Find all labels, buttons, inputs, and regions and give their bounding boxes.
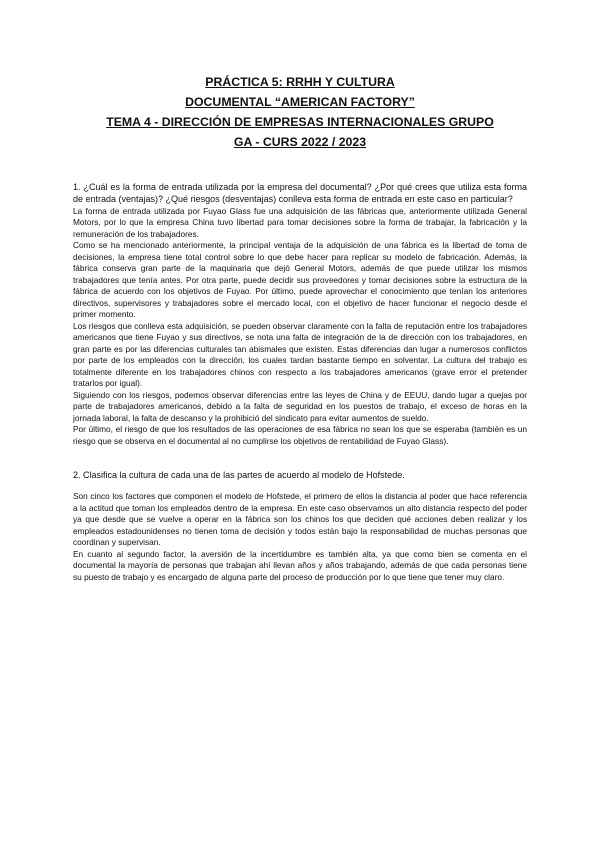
spacer xyxy=(73,481,527,491)
title-line-4: GA - CURS 2022 / 2023 xyxy=(233,135,367,149)
answer-1-paragraph: Como se ha mencionado anteriormente, la principal ventaja de la adquisición de una fábrica es la libertad de toma de decisiones, la empresa tiene total control sobre lo que debe hacer para replicar su modelo de fabricación. Además, la fábrica conserva gran parte de la maquinaria que dejó General Motors, además de que puede utilizar los mismos trabajadores que tenía antes. Por otra parte, puede decidir sus proveedores y tomar decisiones sobre la estructura de la fábrica de acuerdo con los objetivos de Fuyao. Por último, puede aprovechar el conocimiento que tenían los anteriores directivos, supervisores y trabajadores sobre el mercado local, con el objetivo de hacer funcionar el negocio desde el primer momento. xyxy=(73,240,527,320)
question-2: 2. Clasifica la cultura de cada una de las partes de acuerdo al modelo de Hofstede. xyxy=(73,470,405,481)
answer-2-paragraph: Son cinco los factores que componen el modelo de Hofstede, el primero de ellos la distancia al poder que hace referencia a la actitud que toman los empleados dentro de la empresa. En este caso observamos un alto distancia respecto del poder ya que desde que se vuelve a operar en la fábrica son los chinos los que deciden qué acciones deben realizar y los empleados estadounidenses no tienen toma de decisión y todos están bajo la responsabilidad de muchas personas que coordinan y supervisan. xyxy=(73,491,527,548)
answer-1-paragraph: Por último, el riesgo de que los resultados de las operaciones de esa fábrica no sean los que se esperaba (también es un riesgo que se observa en el documental al no cumplirse los objetivos de rentabilidad de Fuyao Glass). xyxy=(73,424,527,446)
spacer xyxy=(73,447,527,469)
answer-1-paragraph: Siguiendo con los riesgos, podemos observar diferencias entre las leyes de China y de EEUU, dando lugar a quejas por parte de trabajadores americanos, debido a la falta de seguridad en los puestos de trabajo, el exceso de horas en la jornada laboral, la falta de descanso y la prohibició del sindicato para evitar aumentos de sueldo. xyxy=(73,389,527,423)
document-title xyxy=(73,72,527,152)
answer-1-paragraph: Los riesgos que conlleva esta adquisición, se pueden observar claramente con la falta de reputación entre los trabajadores americanos que tiene Fuyao y sus directivos, se nota una falta de integración de la de dirección con los trabajadores, en gran parte es por las diferencias culturales tan abismales que existen. Estas diferencias dan lugar a numerosos conflictos por parte de los empleados con la dirección, los cuales tardan bastante tiempo en solventar. La cultura del trabajo es totalmente diferente en los trabajadores chinos con respecto a los trabajadores americanos (grave error el pretender tratarlos por igual). xyxy=(73,320,527,389)
title-line-1: PRÁCTICA 5: RRHH Y CULTURA xyxy=(205,75,395,89)
title-line-3: TEMA 4 - DIRECCIÓN DE EMPRESAS INTERNACIONALES GRUPO xyxy=(106,115,494,129)
answer-2-paragraph: En cuanto al segundo factor, la aversión de la incertidumbre es también alta, ya que como bien se comenta en el documental la mayoría de personas que trabajan ahí llevan años y años trabajando, además de que cada personas tiene su puesto de trabajo y es encargado de alguna parte del proceso de producción por lo que tiene que tener muy claro. xyxy=(73,548,527,582)
answer-1-paragraph: La forma de entrada utilizada por Fuyao Glass fue una adquisición de las fábricas que, anteriormente utilizada General Motors, por lo que la empresa China tuvo libertad para tomar decisiones sobre la forma de trabajar, la fabricación y la remuneración de los trabajadores. xyxy=(73,205,527,239)
title-line-2: DOCUMENTAL “AMERICAN FACTORY” xyxy=(185,95,415,109)
question-1: 1. ¿Cuál es la forma de entrada utilizada por la empresa del documental? ¿Por qué crees que utiliza esta forma de entrada (ventajas)? ¿Qué riesgos (desventajas) conlleva esta forma de entrada en este caso en particular? xyxy=(73,182,527,205)
document-body xyxy=(73,181,527,583)
